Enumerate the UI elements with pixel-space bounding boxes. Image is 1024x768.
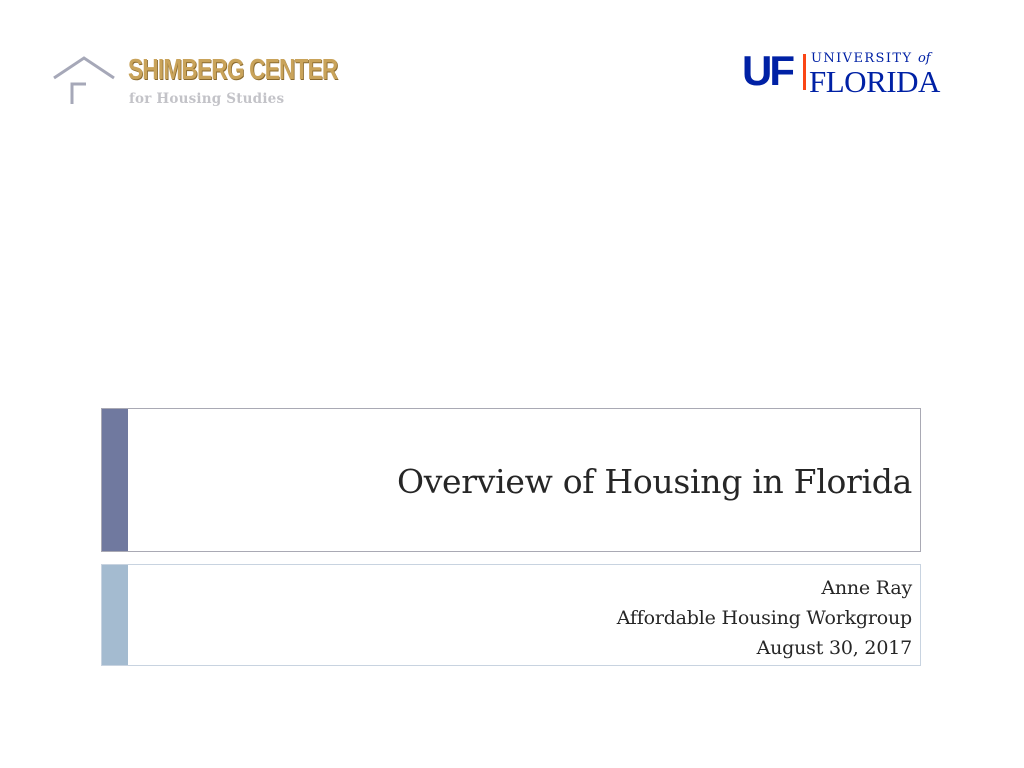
title-placeholder — [101, 408, 921, 552]
university-of-florida-logo — [742, 47, 956, 99]
shimberg-subtitle: for Housing Studies — [129, 91, 285, 107]
shimberg-name: SHIMBERG CENTER — [128, 54, 338, 86]
presenter-name: Anne Ray — [821, 577, 912, 599]
subtitle-placeholder — [101, 564, 921, 666]
uf-divider — [803, 54, 806, 90]
slide-title: Overview of Housing in Florida — [396, 462, 912, 501]
event-name: Affordable Housing Workgroup — [616, 607, 912, 629]
subtitle-accent-bar — [102, 565, 128, 665]
uf-university-word: UNIVERSITY — [811, 51, 913, 66]
presentation-date: August 30, 2017 — [756, 637, 912, 659]
title-accent-bar — [102, 409, 128, 551]
uf-florida-text: FLORIDA — [809, 64, 940, 99]
uf-monogram: UF — [742, 47, 792, 94]
uf-of-word: of — [917, 51, 931, 66]
shimberg-center-logo — [52, 54, 338, 114]
subtitle-lines — [617, 573, 912, 663]
house-outline-icon — [52, 54, 118, 108]
